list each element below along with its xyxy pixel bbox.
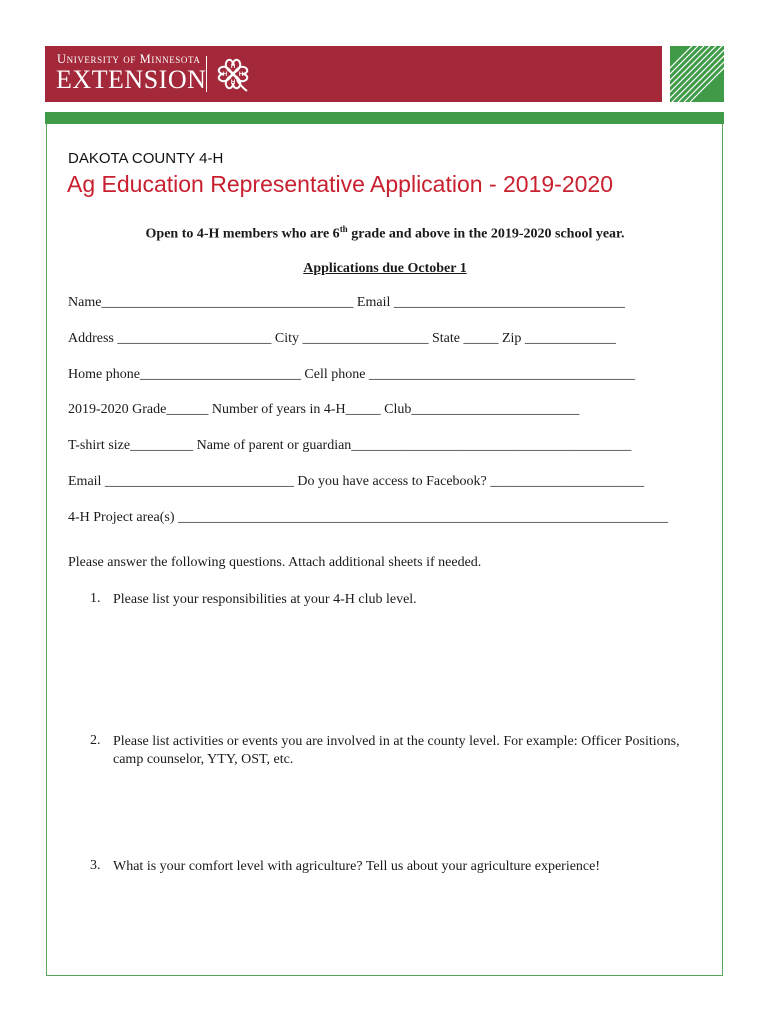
- extension-banner: [45, 46, 662, 102]
- green-stripes-decoration: [670, 46, 724, 102]
- banner-divider: [206, 56, 207, 92]
- four-h-clover-icon: [213, 54, 253, 94]
- email-facebook-line[interactable]: Email ___________________________ Do you have access to Facebook? ______________________: [68, 474, 645, 489]
- eligibility-text-before: Open to 4-H members who are 6: [145, 226, 340, 242]
- county-label: DAKOTA COUNTY 4-H: [68, 150, 224, 167]
- svg-text:H: H: [230, 80, 236, 86]
- question-text: What is your comfort level with agriculture? Tell us about your agriculture experience!: [113, 859, 601, 874]
- question-text: Please list your responsibilities at your 4-H club level.: [113, 592, 417, 607]
- svg-text:H: H: [230, 64, 236, 70]
- phone-line[interactable]: Home phone_______________________ Cell phone ______________________________________: [68, 367, 635, 382]
- page-frame: [46, 123, 723, 976]
- project-area-line[interactable]: 4-H Project area(s) ______________________________________________________________________: [68, 510, 669, 525]
- tshirt-parent-line[interactable]: T-shirt size_________ Name of parent or guardian________________________________________: [68, 438, 632, 453]
- question-number: 2.: [90, 733, 101, 748]
- extension-wordmark: EXTENSION: [56, 65, 207, 94]
- due-date: Applications due October 1: [303, 261, 467, 276]
- eligibility-statement: [0, 224, 770, 243]
- svg-text:H: H: [238, 72, 244, 78]
- question-number: 3.: [90, 858, 101, 873]
- name-email-line[interactable]: Name____________________________________ Email _________________________________: [68, 295, 625, 310]
- question-number: 1.: [90, 591, 101, 606]
- grade-years-club-line[interactable]: 2019-2020 Grade______ Number of years in 4-H_____ Club________________________: [68, 402, 580, 417]
- address-line[interactable]: Address ______________________ City __________________ State _____ Zip _____________: [68, 331, 616, 346]
- eligibility-superscript: th: [339, 224, 348, 234]
- eligibility-text-after: grade and above in the 2019-2020 school year.: [347, 226, 625, 242]
- page-title: Ag Education Representative Application - 2019-2020: [67, 171, 613, 197]
- question-text: Please list activities or events you are involved in at the county level. For example: Officer Positions, camp counselor, YTY, OST, etc.: [113, 734, 680, 767]
- university-name: University of Minnesota: [57, 52, 201, 66]
- instructions: Please answer the following questions. Attach additional sheets if needed.: [68, 555, 482, 570]
- svg-text:H: H: [222, 72, 228, 78]
